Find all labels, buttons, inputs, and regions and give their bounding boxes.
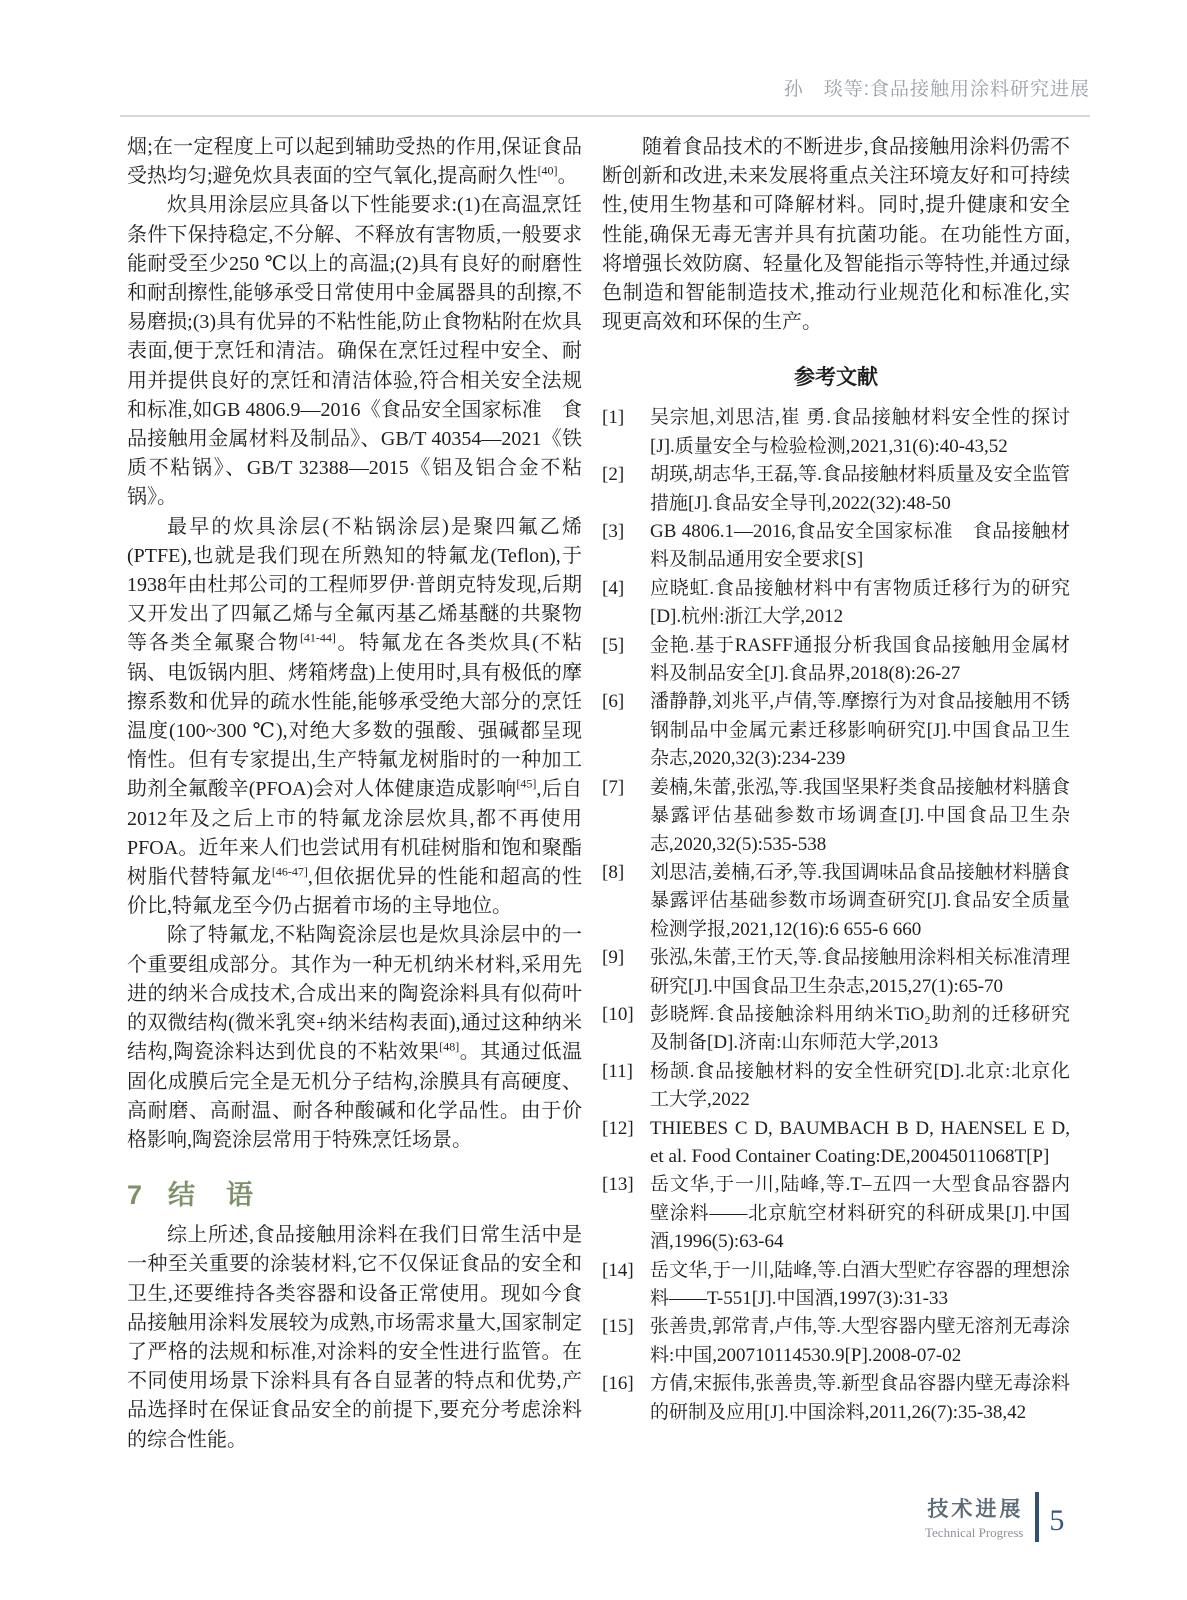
reference-number: [15] [602,1316,634,1338]
body-paragraph: 除了特氟龙,不粘陶瓷涂层也是炊具涂层中的一个重要组成部分。其作为一种无机纳米材料,采用先进的纳米合成技术,合成出来的陶瓷涂料具有似荷叶的双微结构(微米乳突+纳米结构表面),通过这种纳米结构,陶瓷涂料达到优良的不粘效果[48]。其通过低温固化成膜后完全是无机分子结构,涂膜具有高硬度、高耐磨、高耐温、耐各种酸碱和化学品性。由于价格影响,陶瓷涂层常用于特殊烹饪场景。 [127,924,583,1151]
reference-text: 潘静静,刘兆平,卢倩,等.摩擦行为对食品接触用不锈钢制品中金属元素迁移影响研究[J].中国食品卫生杂志,2020,32(3):234-239 [650,691,1070,770]
reference-text: 彭晓辉.食品接触涂料用纳米TiO₂助剂的迁移研究及制备[D].济南:山东师范大学,2013 [650,1003,1070,1054]
reference-item [602,1058,1070,1115]
reference-item [602,859,1070,944]
reference-text: 杨颉.食品接触材料的安全性研究[D].北京:北京化工大学,2022 [650,1060,1070,1111]
footer-labels [925,1492,1023,1542]
reference-item [602,1001,1070,1058]
body-paragraph: 炊具用涂层应具备以下性能要求:(1)在高温烹饪条件下保持稳定,不分解、不释放有害物质,一般要求能耐受至少250 ℃以上的高温;(2)具有良好的耐磨性和耐刮擦性,能够承受日常使用中金属器具的刮擦,不易磨损;(3)具有优异的不粘性能,防止食物粘附在炊具表面,便于烹饪和清洁。确保在烹饪过程中安全、耐用并提供良好的烹饪和清洁体验,符合相关安全法规和标准,如GB 4806.9—2016《食品安全国家标准 食品接触用金属材料及制品》、GB/T 40354—2021《铁质不粘锅》、GB/T 32388—2015《铝及铝合金不粘锅》。 [127,194,582,509]
reference-text: 应晓虹.食品接触材料中有害物质迁移行为的研究[D].杭州:浙江大学,2012 [650,577,1070,628]
reference-item [602,461,1070,518]
reference-text: 胡瑛,胡志华,王磊,等.食品接触材料质量及安全监管措施[J].食品安全导刊,2022(32):48-50 [650,464,1070,514]
page-number: 5 [1049,1504,1065,1537]
reference-number: [10] [602,1003,634,1025]
reference-item [602,1257,1070,1314]
reference-number: [4] [602,577,625,599]
footer-divider-bar [1035,1492,1039,1542]
reference-number: [5] [602,634,625,656]
reference-number: [1] [602,407,625,429]
reference-item [602,575,1070,632]
body-paragraph: 最早的炊具涂层(不粘锅涂层)是聚四氟乙烯(PTFE),也就是我们现在所熟知的特氟龙(Teflon),于1938年由杜邦公司的工程师罗伊·普朗克特发现,后期又开发出了四氟乙烯与全氟丙基乙烯基醚的共聚物等各类全氟聚合物[41-44]。特氟龙在各类炊具(不粘锅、电饭锅内胆、烤箱烤盘)上使用时,具有极低的摩擦系数和优异的疏水性能,能够承受绝大部分的烹饪温度(100~300 ℃),对绝大多数的强酸、强碱都呈现惰性。但有专家提出,生产特氟龙树脂时的一种加工助剂全氟酸辛(PFOA)会对人体健康造成影响[45],后自2012年及之后上市的特氟龙涂层炊具,都不再使用PFOA。近年来人们也尝试用有机硅树脂和饱和聚酯树脂代替特氟龙[46-47],但依据优异的性能和超高的性价比,特氟龙至今仍占据着市场的主导地位。 [127,515,583,918]
reference-number: [6] [602,691,625,713]
reference-text: 刘思洁,姜楠,石矛,等.我国调味品食品接触材料膳食暴露评估基础参数市场调查研究[J].食品安全质量检测学报,2021,12(16):6 655-6 660 [650,861,1070,940]
reference-text: 金艳.基于RASFF通报分析我国食品接触用金属材料及制品安全[J].食品界,2018(8):26-27 [650,634,1070,685]
reference-item [602,944,1070,1001]
section-number: 7 [127,1180,143,1211]
reference-number: [3] [602,521,625,543]
reference-item [602,518,1070,575]
reference-text: 吴宗旭,刘思洁,崔 勇.食品接触材料安全性的探讨[J].质量安全与检验检测,2021,31(6):40-43,52 [650,407,1070,457]
footer-section-label-en: Technical Progress [925,1525,1024,1540]
footer-section-label-zh: 技术进展 [927,1498,1024,1521]
body-paragraph: 烟;在一定程度上可以起到辅助受热的作用,保证食品受热均匀;避免炊具表面的空气氧化,提高耐久性[40]。 [127,136,582,188]
reference-item [602,774,1070,859]
reference-number: [13] [602,1174,634,1196]
reference-item [602,1313,1070,1370]
reference-number: [16] [602,1373,634,1395]
reference-item [602,404,1070,461]
reference-text: 岳文华,于一川,陆峰,等.白酒大型贮存容器的理想涂料——T-551[J].中国酒,1997(3):31-33 [650,1259,1070,1310]
reference-text: GB 4806.1—2016,食品安全国家标准 食品接触材料及制品通用安全要求[S] [650,521,1070,571]
page-footer [925,1492,1064,1542]
reference-text: 方倩,宋振伟,张善贵,等.新型食品容器内壁无毒涂料的研制及应用[J].中国涂料,2011,26(7):35-38,42 [650,1373,1070,1423]
reference-text: 岳文华,于一川,陆峰,等.T–五四一大型食品容器内壁涂料——北京航空材料研究的科研成果[J].中国酒,1996(5):63-64 [650,1174,1070,1253]
conclusion-paragraph: 综上所述,食品接触用涂料在我们日常生活中是一种至关重要的涂装材料,它不仅保证食品的安全和卫生,还要维持各类容器和设备正常使用。现如今食品接触用涂料发展较为成熟,市场需求量大,国家制定了严格的法规和标准,对涂料的安全性进行监管。在不同使用场景下涂料具有各自显著的特点和优势,产品选择时在保证食品安全的前提下,要充分考虑涂料的综合性能。 [127,1224,582,1451]
reference-number: [7] [602,776,625,798]
reference-text: THIEBES C D, BAUMBACH B D, HAENSEL E D, et al. Food Container Coating:DE,20045011068T[P] [650,1117,1070,1167]
reference-number: [9] [602,947,625,969]
reference-text: 张泓,朱蕾,王竹天,等.食品接触用涂料相关标准清理研究[J].中国食品卫生杂志,2015,27(1):65-70 [650,947,1070,997]
reference-item [602,1370,1070,1427]
reference-item [602,688,1070,773]
running-head-text: 孙 琰等:食品接触用涂料研究进展 [783,79,1090,100]
reference-number: [14] [602,1259,634,1281]
reference-item [602,632,1070,689]
left-column [127,133,582,1455]
reference-number: [12] [602,1117,634,1139]
reference-text: 张善贵,郭常青,卢伟,等.大型容器内壁无溶剂无毒涂料:中国,200710114530.9[P].2008-07-02 [650,1316,1070,1366]
right-column [602,133,1070,1427]
reference-number: [8] [602,861,625,883]
reference-item [602,1115,1070,1172]
references-heading: 参考文献 [794,366,878,390]
section-heading-conclusion [127,1173,582,1212]
reference-number: [11] [602,1060,633,1082]
references-list [602,404,1070,1427]
reference-number: [2] [602,464,625,486]
body-paragraph: 随着食品技术的不断进步,食品接触用涂料仍需不断创新和改进,未来发展将重点关注环境友好和可持续性,使用生物基和可降解材料。同时,提升健康和安全性能,确保无毒无害并具有抗菌功能。在功能性方面,将增强长效防腐、轻量化及智能指示等特性,并通过绿色制造和智能制造技术,推动行业规范化和标准化,实现更高效和环保的生产。 [602,136,1070,334]
section-title: 结 语 [168,1180,256,1211]
reference-text: 姜楠,朱蕾,张泓,等.我国坚果籽类食品接触材料膳食暴露评估基础参数市场调查[J].中国食品卫生杂志,2020,32(5):535-538 [650,776,1070,855]
reference-item [602,1171,1070,1256]
running-head [120,74,1090,117]
